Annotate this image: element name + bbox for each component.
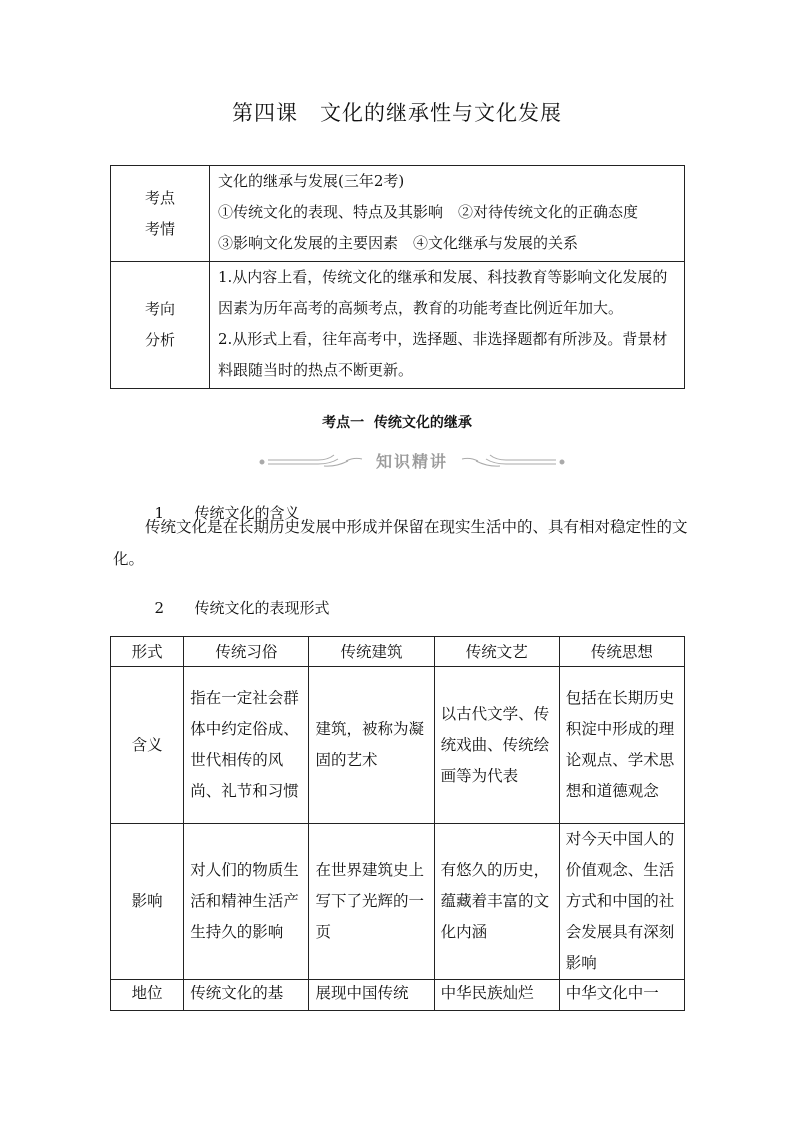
table-cell: 展现中国传统 (309, 980, 434, 1011)
table-cell: 以古代文学、传统戏曲、传统绘画等为代表 (434, 667, 559, 824)
column-header: 传统习俗 (184, 637, 309, 667)
row-label: 影响 (111, 824, 184, 980)
table-cell: 指在一定社会群体中约定俗成、世代相传的风尚、礼节和习惯 (184, 667, 309, 824)
table-cell: 建筑，被称为凝固的艺术 (309, 667, 434, 824)
row-header: 考点 考情 (111, 166, 210, 262)
page-title: 第四课 文化的继承性与文化发展 (232, 101, 562, 125)
row-label: 含义 (111, 667, 184, 824)
item-number: 2 (154, 599, 165, 617)
table-row (111, 824, 685, 980)
table-header-row (111, 637, 685, 667)
item-text: 传统文化的表现形式 (194, 599, 330, 617)
exam-info-cell: 文化的继承与发展(三年2考) ①传统文化的表现、特点及其影响 ②对待传统文化的正确态度 ③影响文化发展的主要因素 ④文化继承与发展的关系 (210, 166, 685, 262)
knowledge-banner (258, 447, 566, 475)
item-text: 传统文化的含义 (194, 504, 300, 522)
analysis-cell: 1.从内容上看，传统文化的继承和发展、科技教育等影响文化发展的因素为历年高考的高频考点，教育的功能考查比例近年加大。 2.从形式上看，往年高考中，选择题、非选择题都有所涉及。背景材料跟随当时的热点不断更新。 (210, 262, 685, 389)
table-cell: 有悠久的历史，蕴藏着丰富的文化内涵 (434, 824, 559, 980)
table-cell: 中华民族灿烂 (434, 980, 559, 1011)
row-header: 考向 分析 (111, 262, 210, 389)
definition-paragraph: 传统文化是在长期历史发展中形成并保留在现实生活中的、具有相对稳定性的文化。 (113, 518, 688, 568)
table-cell: 对今天中国人的价值观念、生活方式和中国的社会发展具有深刻影响 (559, 824, 684, 980)
table-cell: 对人们的物质生活和精神生活产生持久的影响 (184, 824, 309, 980)
table-cell: 传统文化的基 (184, 980, 309, 1011)
list-item (145, 579, 330, 618)
table-cell: 包括在长期历史积淀中形成的理论观点、学术思想和道德观念 (559, 667, 684, 824)
table-row (111, 262, 685, 389)
column-header: 传统建筑 (309, 637, 434, 667)
forms-table (110, 636, 685, 1011)
section-title: 考点一 传统文化的继承 (322, 415, 472, 431)
table-cell: 中华文化中一 (559, 980, 684, 1011)
table-row (111, 667, 685, 824)
banner-label: 知识精讲 (375, 452, 448, 471)
column-header: 传统思想 (559, 637, 684, 667)
table-row (111, 980, 685, 1011)
table-cell: 在世界建筑史上写下了光辉的一页 (309, 824, 434, 980)
table-row (111, 166, 685, 262)
item-number: 1 (154, 504, 165, 522)
column-header: 形式 (111, 637, 184, 667)
row-label: 地位 (111, 980, 184, 1011)
column-header: 传统文艺 (434, 637, 559, 667)
exam-overview-table (110, 165, 685, 389)
